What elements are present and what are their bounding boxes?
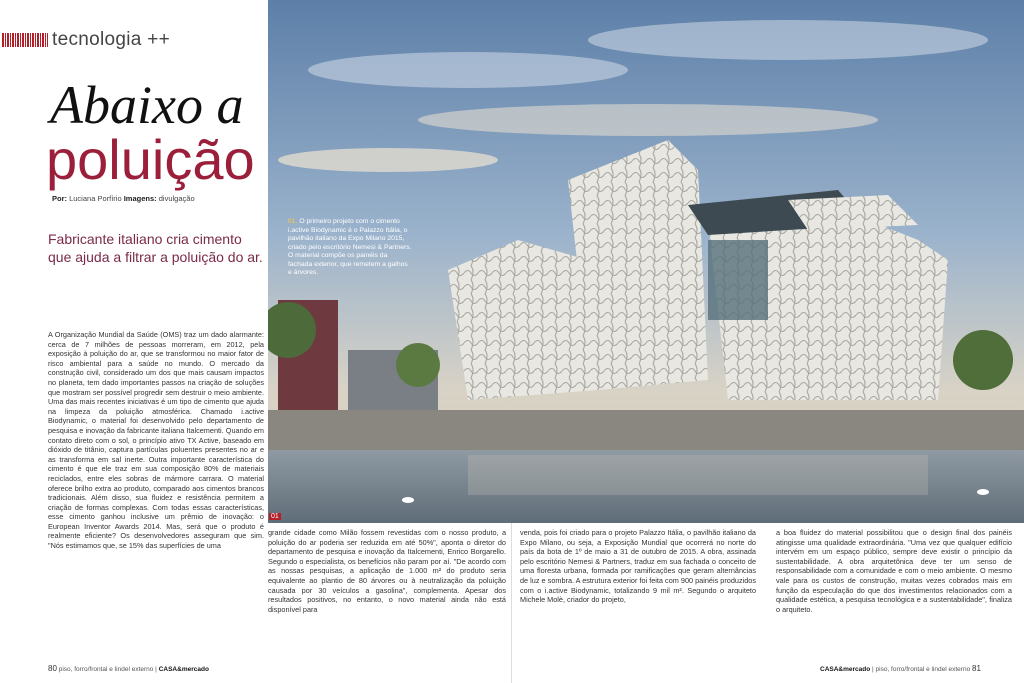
byline-por-label: Por: [52,194,67,203]
photo-number-tag: 01 [271,513,279,520]
body-column-2: grande cidade como Milão fossem revestidas com o nosso produto, a poluição do ar poderia ser reduzida em até 50%", aponta o diretor do departamento de pesquisa e inovação da Italcementi, Enrico Borgarello. Segundo o especialista, os benefícios não param por aí. "De acordo com as nossas pesquisas, a aplicação de 1.000 m² do produto seria equivalente ao plantio de 80 árvores ou à neutralização da poluição causada por 30 veículos a gasolina", complementa. Apesar dos resultados positivos, no entanto, o novo material ainda não está disponível para [268,528,506,614]
page-number-left: 80 [48,664,57,673]
body-column-1: A Organização Mundial da Saúde (OMS) traz um dado alarmante: cerca de 7 milhões de pessoas morreram, em 2012, pela exposição à poluição do ar, que se transformou no maior fator de risco ambiental para a saúde no mundo. O mercado da construção civil, considerado um dos que mais causam impactos no planeta, tem dado importantes passos na criação de soluções que mostram ser possível progredir sem destruir o meio ambiente. Uma das mais recentes iniciativas é um tipo de cimento que ajuda na limpeza da poluição atmosférica. Chamado i.active Biodynamic, o material foi desenvolvido pelo departamento de pesquisa e inovação da fabricante italiana Italcementi. Quando em contato direto com o sol, o princípio ativo TX Active, baseado em dióxido de titânio, captura partículas poluentes presentes no ar e as transforma em sal inerte. Outra importante característica do cimento é que ele traz em sua composição 80% de materiais reciclados, entre eles sobras de mármore carrara. O material oferece brilho extra ao produto, comparado aos cimentos brancos tradicionais. Além disso, sua fluidez e resistência permitem a criação de formas complexas. Com todas essas características, esse cimento ganhou inclusive um prêmio de inovação: o European Inventor Awards 2014. Mas, será que o produto é realmente eficiente? Os desenvolvedores asseguram que sim. "Nós estimamos que, se 15% das superfícies de uma [48,330,264,551]
lead-text: Fabricante italiano cria cimento que ajuda a filtrar a poluição do ar. [48,231,263,265]
body-column-3: venda, pois foi criado para o projeto Palazzo Itália, o pavilhão italiano da Expo Milano, ou seja, a Exposição Mundial que ocorrerá no norte do país da bota de 1º de maio a 31 de outubro de 2015. A obra, assinada pelo escritório Nemesi & Partners, traduz em sua fachada o conceito de uma floresta urbana, formada por ramificações que geram alternâncias de luz e sombra. A estrutura exterior foi feita com 900 painéis produzidos com o i.active Biodynamic, totalizando 9 mil m². Segundo o arquiteto Michele Molè, criador do projeto, [520,528,756,605]
footer-right-text: | piso, forro/frontal e lindel externo [872,666,971,673]
footer-right-magazine: CASA&mercado [820,666,871,673]
page-gutter [511,523,512,683]
footer-left [48,664,209,673]
byline-images-credit: divulgação [158,194,195,203]
section-label: tecnologia ++ [52,29,170,50]
footer-left-magazine: CASA&mercado [158,666,209,673]
byline-author: Luciana Porfírio [69,194,122,203]
byline-images-label: Imagens: [123,194,157,203]
barcode-decoration [2,33,48,47]
headline-line2: poluição [46,128,255,191]
caption-number: 01. [288,218,298,225]
footer-right [820,664,981,673]
footer-left-text: piso, forro/frontal e lindel externo | [58,666,157,673]
body-column-4: a boa fluidez do material possibilitou que o design final dos painéis atingisse uma qualidade extraordinária. "Uma vez que qualquer edifício intervém em um espaço público, sempre deve existir o princípio da sustentabilidade. A obra arquitetônica deve ter um senso de responsabilidade com a comunidade e com o meio ambiente. O mesmo vale para os custos de construção, muitas vezes cobrados mais em função da especulação do que dos investimentos relacionados com a qualidade estética, a pesquisa tecnológica e a sustentabilidade", finaliza o arquiteto. [776,528,1012,614]
page-number-right: 81 [972,664,981,673]
byline [52,194,195,203]
headline-line1: Abaixo a [50,75,244,135]
photo-caption [288,218,413,278]
caption-text: O primeiro projeto com o cimento i.active Biodynamic é o Palazzo Itália, o pavilhão italiano da Expo Milano 2015, criado pelo escritório Nemesi & Partners. O material compõe os painéis da fachada exterior, que remetem a galhos e árvores. [288,218,412,276]
